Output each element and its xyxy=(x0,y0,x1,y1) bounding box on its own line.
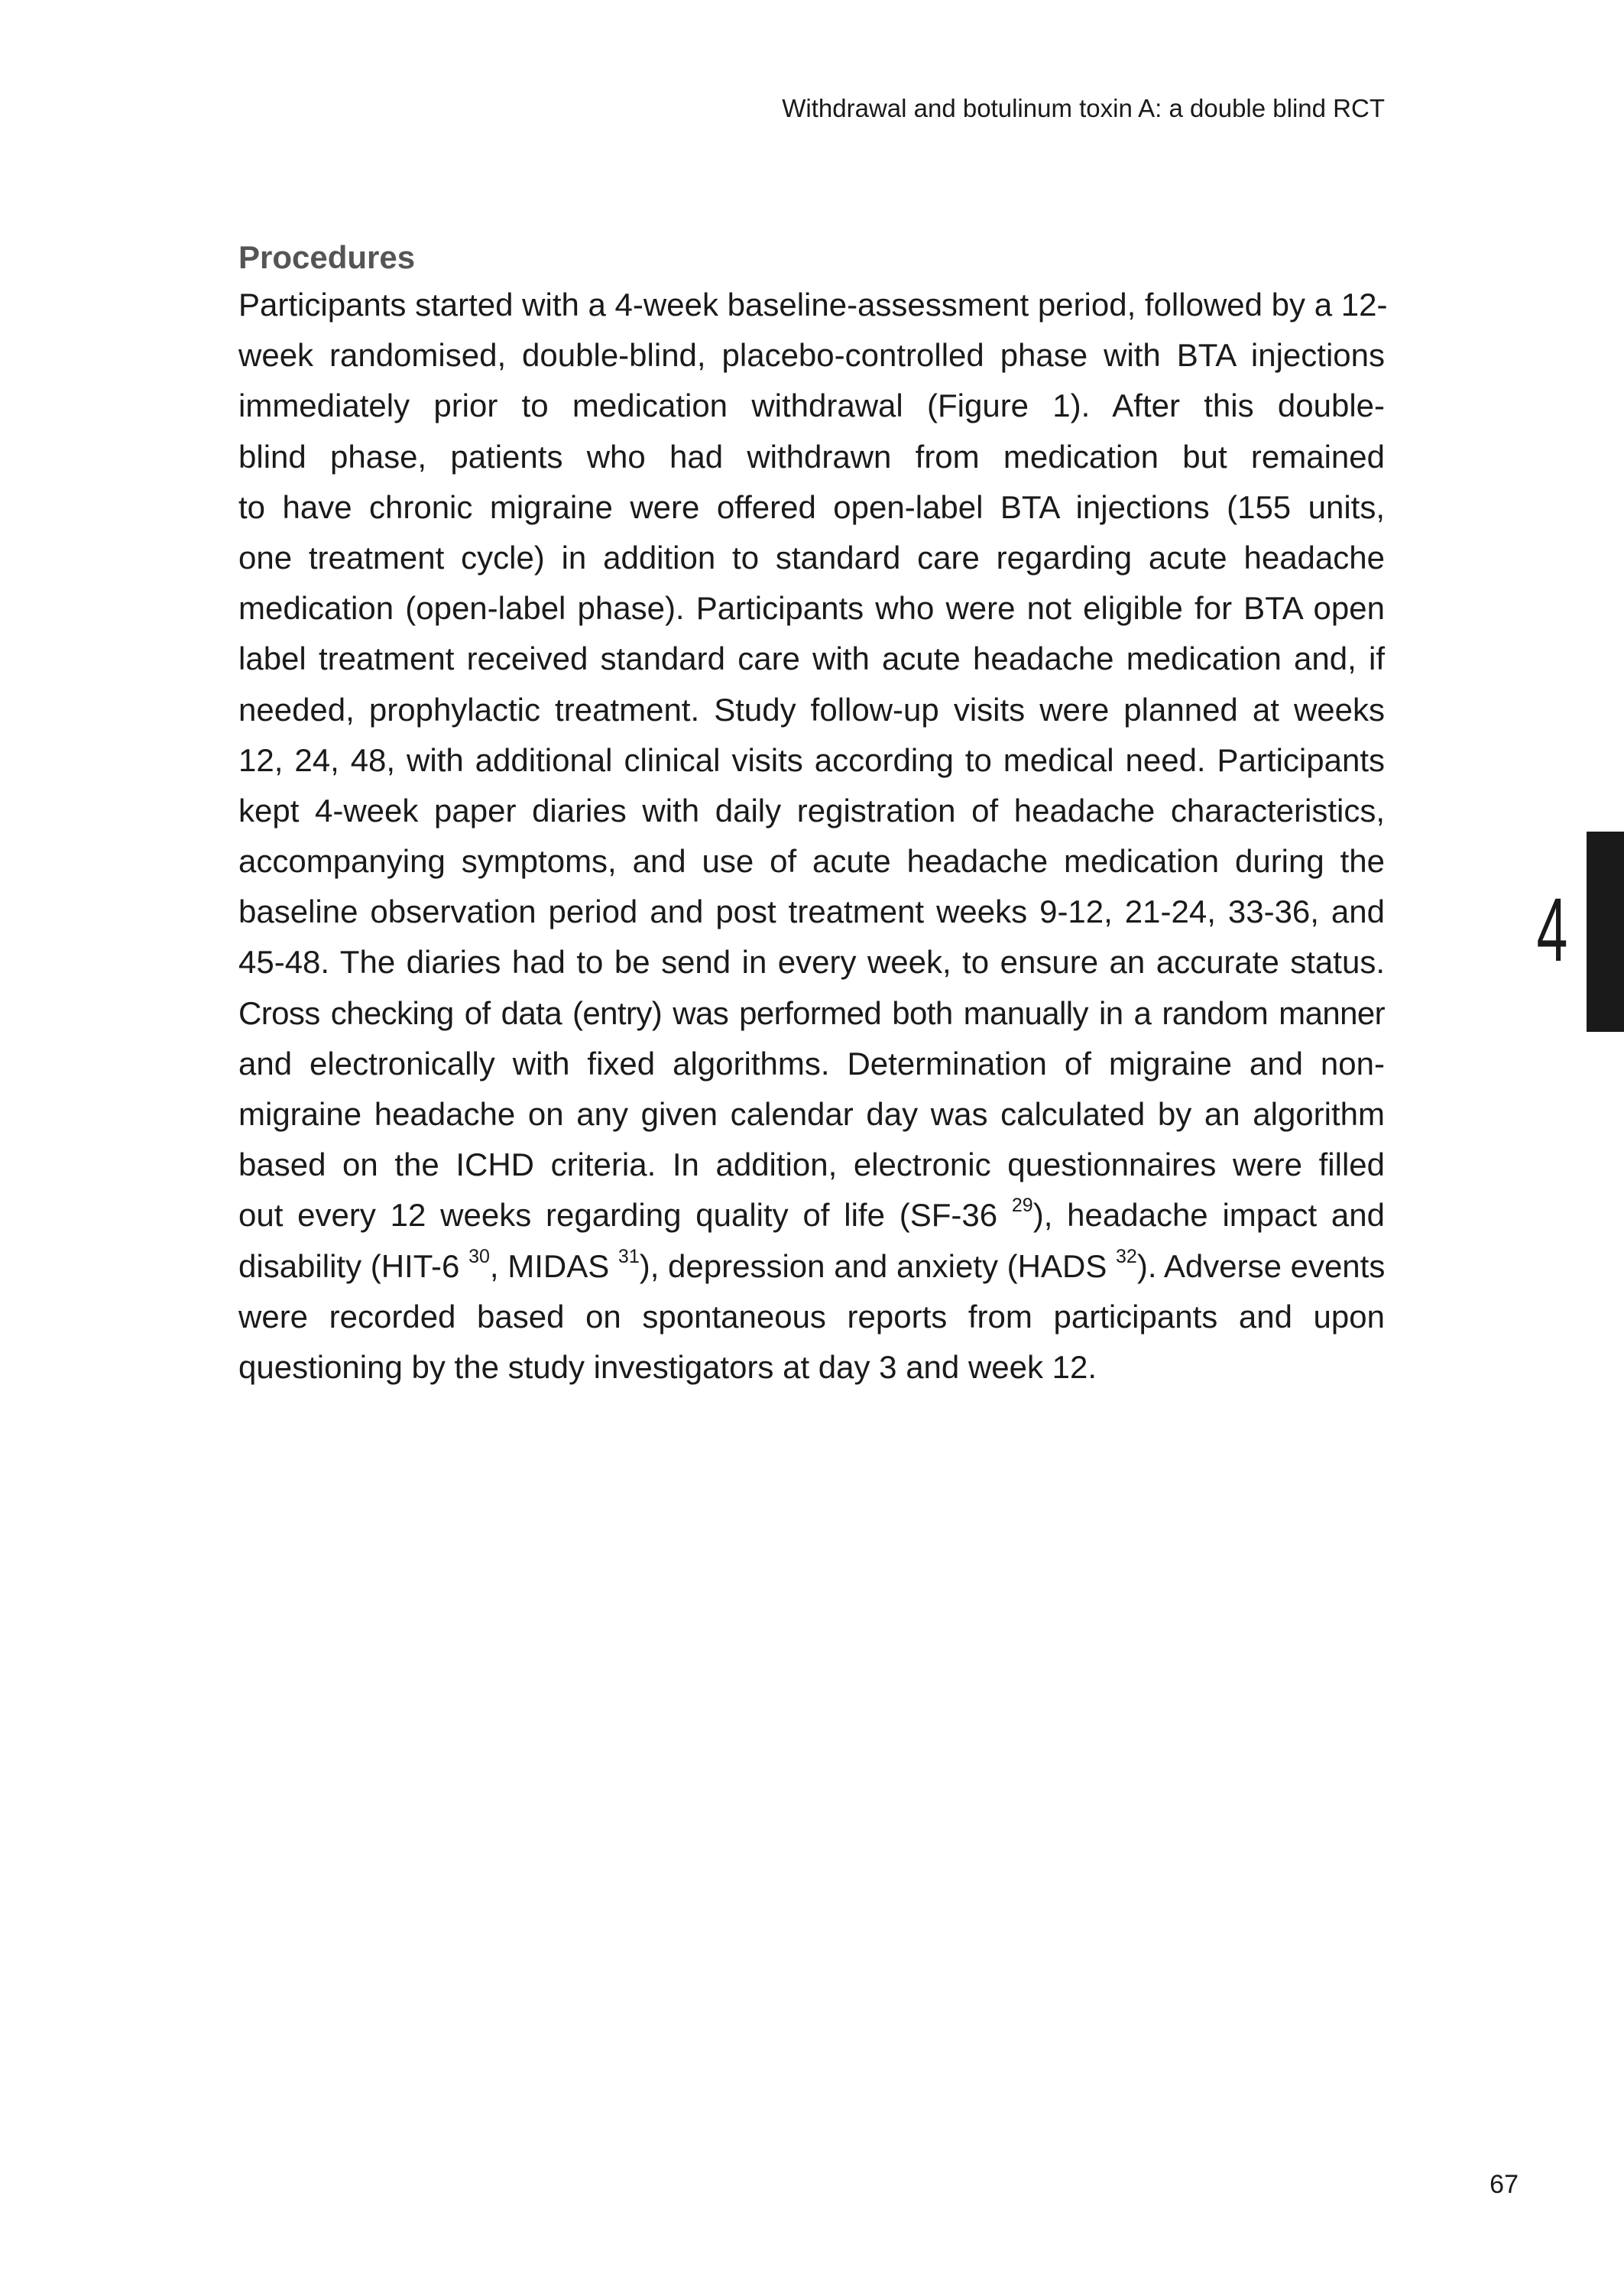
reference-number: 29 xyxy=(1011,1195,1033,1217)
body-line: to have chronic migraine were offered open-label BTA injections (155 units, xyxy=(238,488,1385,525)
body-line: 12, 24, 48, with additional clinical visits according to medical need. Participants xyxy=(238,741,1385,778)
chapter-tab xyxy=(1587,832,1624,1032)
text-span: disability (HIT-6 xyxy=(238,1247,469,1284)
body-line: questioning by the study investigators at day 3 and week 12. xyxy=(238,1348,1097,1385)
body-line: 45-48. The diaries had to be send in every week, to ensure an accurate status. xyxy=(238,944,1385,981)
body-line: label treatment received standard care with acute headache medication and, if xyxy=(238,641,1385,677)
text-span: out every 12 weeks regarding quality of life (SF-36 xyxy=(238,1197,1012,1234)
body-line: migraine headache on any given calendar day was calculated by an algorithm xyxy=(238,1096,1385,1132)
body-line: one treatment cycle) in addition to standard care regarding acute headache xyxy=(238,539,1385,576)
body-line: and electronically with fixed algorithms. Determination of migraine and non- xyxy=(238,1045,1385,1082)
text-span: ), headache impact and xyxy=(1032,1197,1386,1234)
body-line: Participants started with a 4-week baseline-assessment period, followed by a 12- xyxy=(238,287,1388,323)
section-heading: Procedures xyxy=(238,239,416,275)
body-line: were recorded based on spontaneous reports from participants and upon xyxy=(238,1298,1385,1335)
page-number: 67 xyxy=(1489,2170,1519,2199)
text-span: ). Adverse events xyxy=(1136,1247,1386,1284)
body-line: week randomised, double-blind, placebo-controlled phase with BTA injections xyxy=(238,337,1385,374)
body-line: medication (open-label phase). Participants who were not eligible for BTA open xyxy=(238,590,1385,627)
body-line: kept 4-week paper diaries with daily registration of headache characteristics, xyxy=(238,792,1385,829)
text-span: ), depression and anxiety (HADS xyxy=(639,1247,1117,1284)
body-line: immediately prior to medication withdrawal (Figure 1). After this double- xyxy=(238,388,1385,424)
body-line: based on the ICHD criteria. In addition, electronic questionnaires were filled xyxy=(238,1146,1385,1183)
chapter-number: 4 xyxy=(1536,880,1568,981)
body-line: baseline observation period and post treatment weeks 9-12, 21-24, 33-36, and xyxy=(238,894,1385,930)
procedures-section xyxy=(238,238,1388,1393)
body-line: blind phase, patients who had withdrawn from medication but remained xyxy=(238,438,1385,475)
body-line: Cross checking of data (entry) was performed both manually in a random manner xyxy=(238,994,1385,1031)
reference-number: 30 xyxy=(468,1245,490,1267)
body-line: needed, prophylactic treatment. Study follow-up visits were planned at weeks xyxy=(238,691,1385,728)
body-line-with-reference xyxy=(238,1190,1385,1241)
body-line: accompanying symptoms, and use of acute headache medication during the xyxy=(238,843,1385,880)
body-line-with-reference xyxy=(238,1241,1385,1292)
reference-number: 32 xyxy=(1116,1245,1137,1267)
text-span: , MIDAS xyxy=(489,1247,618,1284)
reference-number: 31 xyxy=(618,1245,640,1267)
running-header: Withdrawal and botulinum toxin A: a double blind RCT xyxy=(782,94,1385,122)
